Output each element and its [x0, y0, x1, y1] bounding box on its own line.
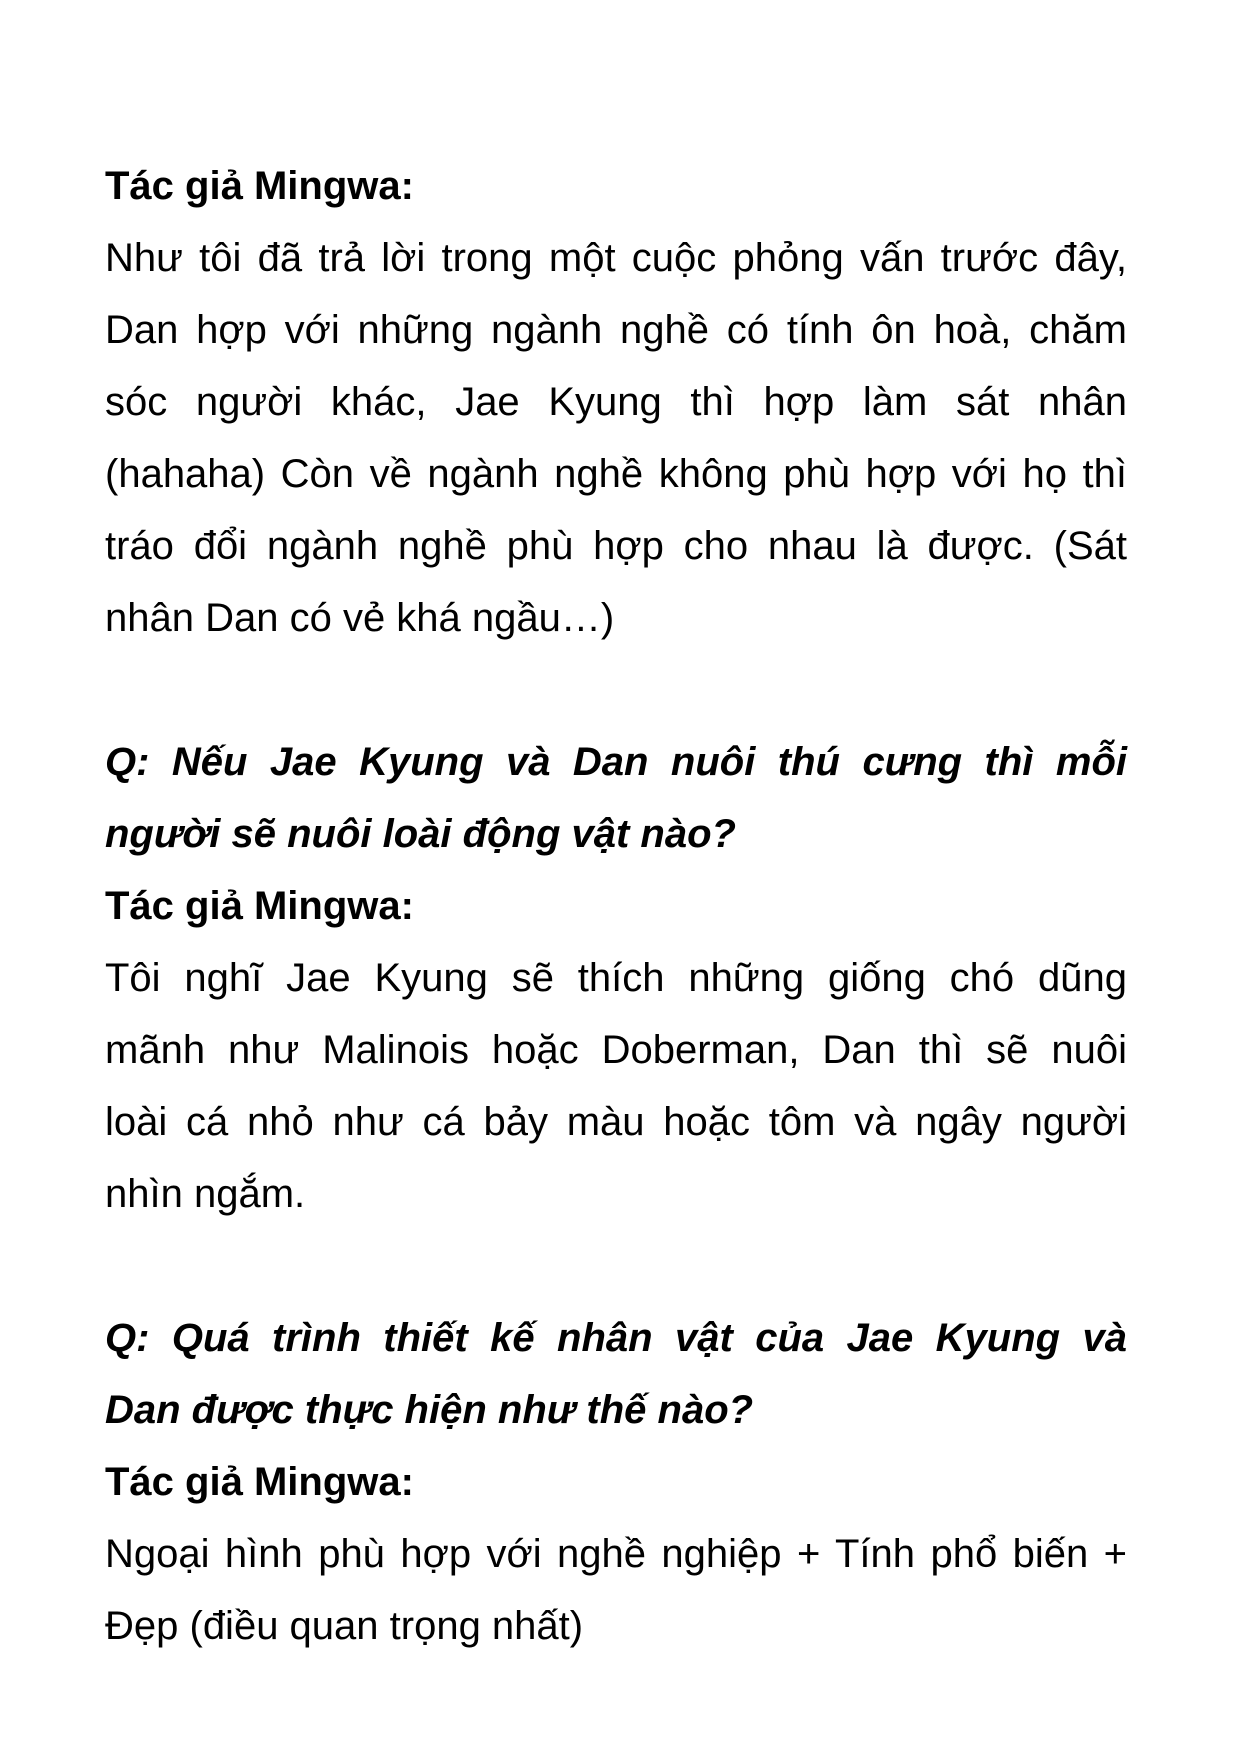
question-line: Q: Quá trình thiết kế nhân vật của Jae Kyung và	[105, 1316, 1127, 1360]
author-label: Tác giả Mingwa:	[105, 1460, 414, 1504]
author-label: Tác giả Mingwa:	[105, 884, 414, 928]
answer-line: nhân Dan có vẻ khá ngầu…)	[105, 596, 615, 640]
question-line: Dan được thực hiện như thế nào?	[105, 1388, 754, 1432]
interview-section	[105, 1302, 1127, 1662]
document-page	[105, 150, 1127, 1662]
interview-section	[105, 150, 1127, 654]
answer-line: sóc người khác, Jae Kyung thì hợp làm sát nhân	[105, 380, 1127, 424]
interview-section	[105, 726, 1127, 1230]
answer-line: Như tôi đã trả lời trong một cuộc phỏng vấn trước đây,	[105, 236, 1127, 280]
answer-line: mãnh như Malinois hoặc Doberman, Dan thì sẽ nuôi	[105, 1028, 1127, 1072]
answer-line: Đẹp (điều quan trọng nhất)	[105, 1604, 584, 1648]
section-spacer	[105, 1230, 1127, 1302]
answer-line: Tôi nghĩ Jae Kyung sẽ thích những giống chó dũng	[105, 956, 1127, 1000]
answer-line: loài cá nhỏ như cá bảy màu hoặc tôm và ngây người	[105, 1100, 1127, 1144]
answer-line: Dan hợp với những ngành nghề có tính ôn hoà, chăm	[105, 308, 1127, 352]
author-label: Tác giả Mingwa:	[105, 164, 414, 208]
answer-line: (hahaha) Còn về ngành nghề không phù hợp với họ thì	[105, 452, 1127, 496]
answer-line: Ngoại hình phù hợp với nghề nghiệp + Tính phổ biến +	[105, 1532, 1127, 1576]
answer-line: nhìn ngắm.	[105, 1172, 306, 1216]
question-line: Q: Nếu Jae Kyung và Dan nuôi thú cưng thì mỗi	[105, 740, 1127, 784]
section-spacer	[105, 654, 1127, 726]
answer-line: tráo đổi ngành nghề phù hợp cho nhau là được. (Sát	[105, 524, 1127, 568]
question-line: người sẽ nuôi loài động vật nào?	[105, 812, 736, 856]
